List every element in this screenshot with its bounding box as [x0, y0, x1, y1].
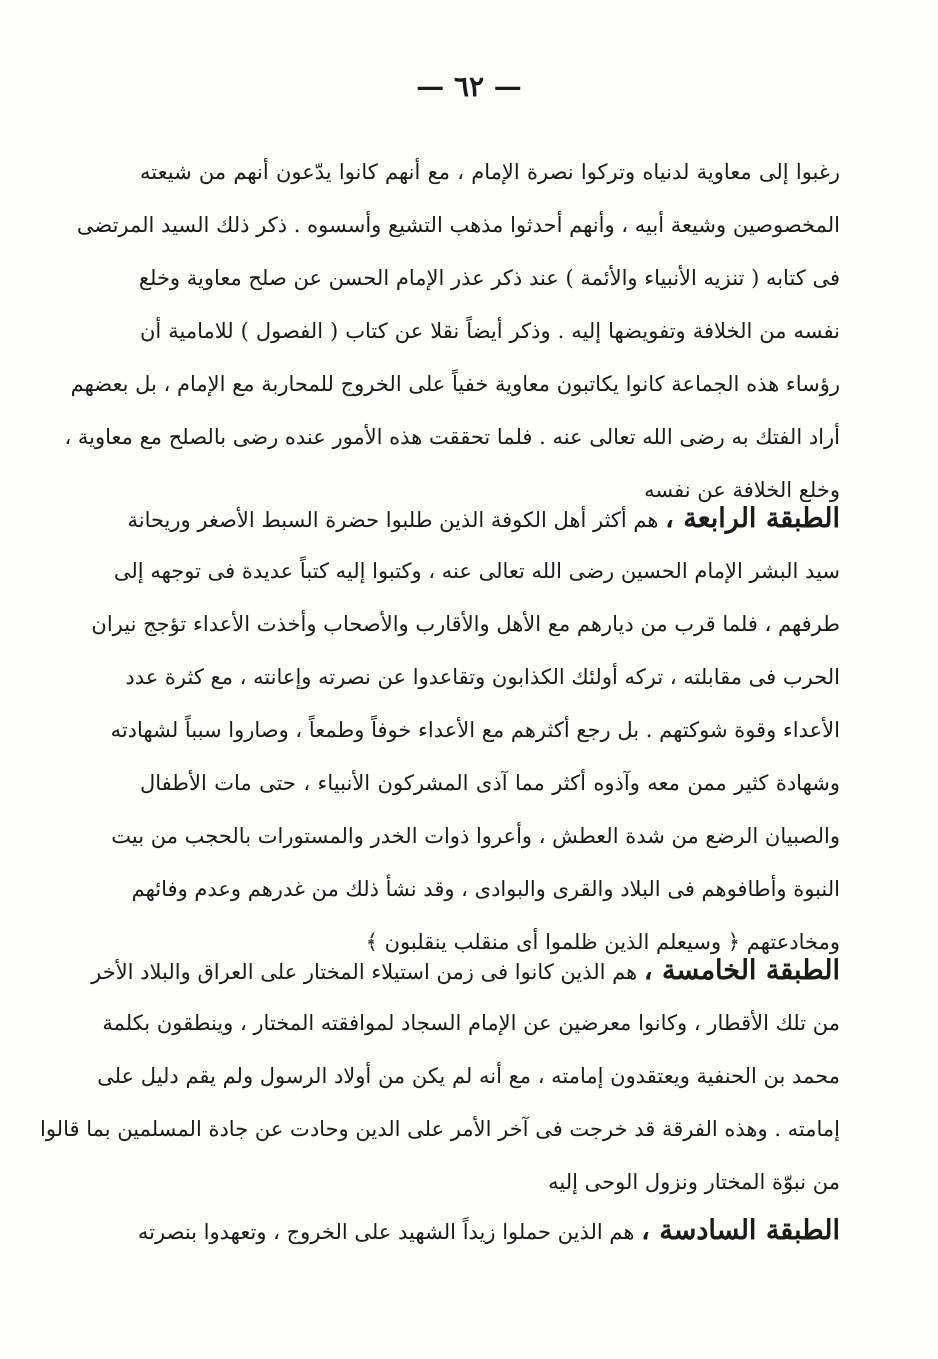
text-run: هم أكثر أهل الكوفة الذين طلبوا حضرة السبط الأصغر وريحانة	[127, 508, 659, 532]
text-line: والصبيان الرضع من شدة العطش ، وأعروا ذوات الخدر والمستورات بالحجب من بيت	[111, 824, 840, 848]
text-line: طرفهم ، فلما قرب من ديارهم مع الأهل والأقارب والأصحاب وأخذت الأعداء تؤجج نيران	[91, 612, 840, 636]
text-line: رؤساء هذه الجماعة كانوا يكاتبون معاوية خفياً على الخروج للمحاربة مع الإمام ، بل بعضهم	[70, 372, 840, 396]
text-line: الحرب فى مقابلته ، تركه أولئك الكذابون وتقاعدوا عن نصرته وإعانته ، مع كثرة عدد	[125, 665, 840, 689]
section-heading: الطبقة السادسة ،	[641, 1215, 840, 1246]
text-line: سيد البشر الإمام الحسين رضى الله تعالى عنه ، وكتبوا إليه كتباً عديدة فى توجهه إلى	[113, 559, 840, 583]
text-line: الأعداء وقوة شوكتهم . بل رجع أكثرهم مع الأعداء خوفاً وطمعاً ، وصاروا سبباً لشهادته	[110, 718, 840, 742]
text-run: هم الذين حملوا زيداً الشهيد على الخروج ، وتعهدوا بنصرته	[137, 1220, 635, 1244]
text-line: وشهادة كثير ممن معه وآذوه أكثر مما آذى المشركون الأنبياء ، حتى مات الأطفال	[140, 771, 840, 795]
text-line: من نبوّة المختار ونزول الوحى إليه	[548, 1170, 840, 1194]
text-line: النبوة وأطافوهم فى البلاد والقرى والبوادى ، وقد نشأ ذلك من غدرهم وعدم وفائهم	[131, 877, 840, 901]
text-line: من تلك الأقطار ، وكانوا معرضين عن الإمام السجاد لموافقته المختار ، وينطقون بكلمة	[102, 1011, 840, 1035]
section-heading: الطبقة الرابعة ،	[665, 503, 840, 534]
text-line: المخصوصين وشيعة أبيه ، وأنهم أحدثوا مذهب التشيع وأسسوه . ذكر ذلك السيد المرتضى	[76, 213, 840, 237]
text-line-with-heading	[137, 1204, 840, 1257]
paragraph-fifth-class	[40, 944, 840, 1209]
text-line: وخلع الخلافة عن نفسه	[644, 478, 840, 502]
text-line-with-heading	[127, 492, 840, 545]
text-line: إمامته . وهذه الفرقة قد خرجت فى آخر الأمر على الدين وحادت عن جادة المسلمين بما قالوا	[40, 1117, 840, 1141]
text-line: أراد الفتك به رضى الله تعالى عنه . فلما تحققت هذه الأمور عنده رضى بالصلح مع معاوية ،	[64, 425, 840, 449]
section-heading: الطبقة الخامسة ،	[643, 955, 840, 986]
text-line: محمد بن الحنفية ويعتقدون إمامته ، مع أنه لم يكن من أولاد الرسول ولم يقم دليل على	[97, 1064, 840, 1088]
text-line: فى كتابه ( تنزيه الأنبياء والأئمة ) عند ذكر عذر الإمام الحسن عن صلح معاوية وخلع	[138, 266, 840, 290]
text-line: رغبوا إلى معاوية لدنياه وتركوا نصرة الإمام ، مع أنهم كانوا يدّعون أنهم من شيعته	[140, 160, 840, 184]
paragraph-intro	[64, 146, 840, 517]
text-line: ومخادعتهم ﴿ وسيعلم الذين ظلموا أى منقلب ينقلبون ﴾	[365, 930, 840, 954]
text-run: هم الذين كانوا فى زمن استيلاء المختار على العراق والبلاد الأخر	[91, 960, 638, 984]
paragraph-fourth-class	[91, 492, 840, 969]
page-number: — ٦٢ —	[416, 70, 522, 103]
text-line-with-heading	[91, 944, 840, 997]
text-line: نفسه من الخلافة وتفويضها إليه . وذكر أيضاً نقلا عن كتاب ( الفصول ) للامامية أن	[140, 319, 840, 343]
paragraph-sixth-class	[137, 1204, 840, 1257]
